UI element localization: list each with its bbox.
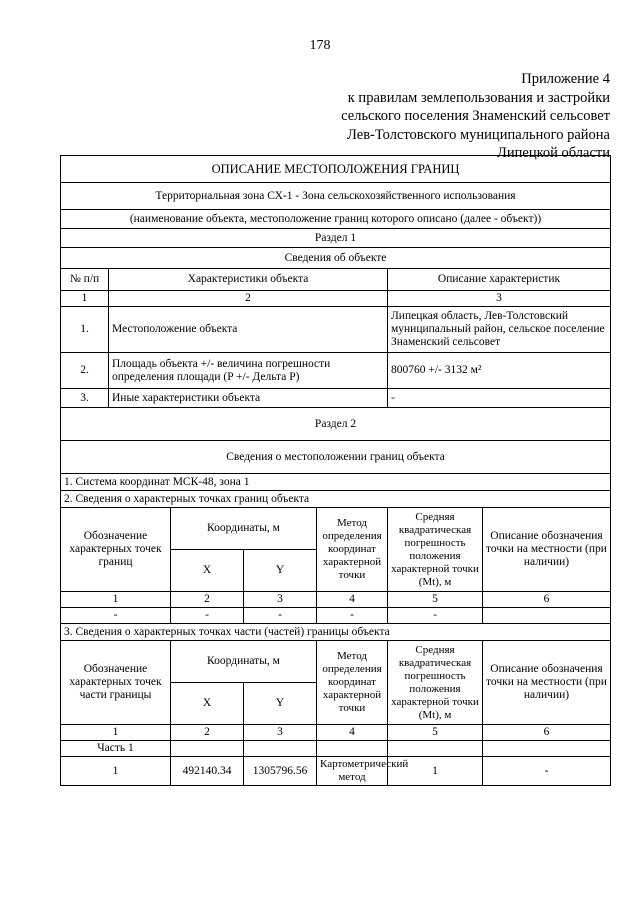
- cell-method: Картометрический метод: [317, 757, 388, 786]
- header-error: Средняя квадратическая погрешность положения характерной точки (Mt), м: [388, 641, 483, 725]
- cell: [388, 741, 483, 757]
- header-designation: Обозначение характерных точек границ: [61, 508, 171, 592]
- header-point-description: Описание обозначения точки на местности (при наличии): [483, 641, 611, 725]
- row-num: 2.: [61, 353, 109, 389]
- row-num: 1.: [61, 307, 109, 353]
- row-num: 3.: [61, 389, 109, 408]
- col-number: 4: [317, 592, 388, 608]
- boundary-description-table: [60, 155, 611, 786]
- cell: -: [317, 608, 388, 624]
- appendix-line: Приложение 4: [521, 71, 610, 87]
- appendix-line: к правилам землепользования и застройки: [347, 89, 610, 106]
- col-number: 1: [61, 725, 171, 741]
- row-characteristic: Иные характеристики объекта: [109, 389, 388, 408]
- points-title: 2. Сведения о характерных точках границ объекта: [61, 491, 611, 508]
- row-description: 800760 +/- 3132 м²: [388, 353, 611, 389]
- coord-system: 1. Система координат МСК-48, зона 1: [61, 474, 611, 491]
- header-method: Метод определения координат характерной точки: [317, 641, 388, 725]
- section1-subtitle: Сведения об объекте: [61, 248, 611, 269]
- col-number: 6: [483, 725, 611, 741]
- object-note: (наименование объекта, местоположение границ которого описано (далее - объект)): [61, 210, 611, 229]
- page-number: 178: [309, 38, 331, 53]
- cell: [483, 741, 611, 757]
- col-number: 2: [171, 592, 244, 608]
- cell-y: 1305796.56: [244, 757, 317, 786]
- col-number: 5: [388, 725, 483, 741]
- table-row: [61, 307, 611, 353]
- header-description: Описание характеристик: [388, 269, 611, 291]
- header-x: X: [171, 550, 244, 592]
- cell: [171, 741, 244, 757]
- cell: [244, 741, 317, 757]
- row-description: Липецкая область, Лев-Толстовский муниципальный район, сельское поселение Знаменский сельсовет: [388, 307, 611, 353]
- part-label: Часть 1: [61, 741, 171, 757]
- cell-description: -: [483, 757, 611, 786]
- header-error: Средняя квадратическая погрешность положения характерной точки (Mt), м: [388, 508, 483, 592]
- row-characteristic: Площадь объекта +/- величина погрешности определения площади (P +/- Дельта P): [109, 353, 388, 389]
- section1-title: Раздел 1: [61, 229, 611, 248]
- appendix-header: [280, 70, 610, 163]
- header-coords: Координаты, м: [171, 508, 317, 550]
- header-num: № п/п: [61, 269, 109, 291]
- header-y: Y: [244, 683, 317, 725]
- row-characteristic: Местоположение объекта: [109, 307, 388, 353]
- cell: [483, 608, 611, 624]
- table-row: [61, 389, 611, 408]
- appendix-line: Липецкой области: [497, 145, 610, 161]
- col-number: 4: [317, 725, 388, 741]
- col-number: 1: [61, 592, 171, 608]
- header-point-description: Описание обозначения точки на местности (при наличии): [483, 508, 611, 592]
- cell-error: 1: [388, 757, 483, 786]
- table-row: [61, 757, 611, 786]
- header-coords: Координаты, м: [171, 641, 317, 683]
- cell: -: [171, 608, 244, 624]
- col-number: 1: [61, 291, 109, 307]
- cell: -: [388, 608, 483, 624]
- table-row: [61, 608, 611, 624]
- col-number: 6: [483, 592, 611, 608]
- col-number: 2: [109, 291, 388, 307]
- cell-point: 1: [61, 757, 171, 786]
- header-designation: Обозначение характерных точек части границы: [61, 641, 171, 725]
- cell-x: 492140.34: [171, 757, 244, 786]
- row-description: -: [388, 389, 611, 408]
- col-number: 2: [171, 725, 244, 741]
- col-number: 5: [388, 592, 483, 608]
- appendix-line: сельского поселения Знаменский сельсовет: [341, 108, 610, 124]
- doc-title: ОПИСАНИЕ МЕСТОПОЛОЖЕНИЯ ГРАНИЦ: [61, 156, 611, 183]
- header-y: Y: [244, 550, 317, 592]
- header-method: Метод определения координат характерной точки: [317, 508, 388, 592]
- header-x: X: [171, 683, 244, 725]
- table-row: [61, 353, 611, 389]
- section2-title: Раздел 2: [61, 408, 611, 441]
- zone-name: Территориальная зона СХ-1 - Зона сельскохозяйственного использования: [61, 183, 611, 210]
- cell: -: [244, 608, 317, 624]
- cell: -: [61, 608, 171, 624]
- col-number: 3: [244, 725, 317, 741]
- parts-title: 3. Сведения о характерных точках части (частей) границы объекта: [61, 624, 611, 641]
- col-number: 3: [244, 592, 317, 608]
- section2-subtitle: Сведения о местоположении границ объекта: [61, 441, 611, 474]
- cell: [317, 741, 388, 757]
- col-number: 3: [388, 291, 611, 307]
- header-characteristic: Характеристики объекта: [109, 269, 388, 291]
- appendix-line: Лев-Толстовского муниципального района: [347, 126, 610, 143]
